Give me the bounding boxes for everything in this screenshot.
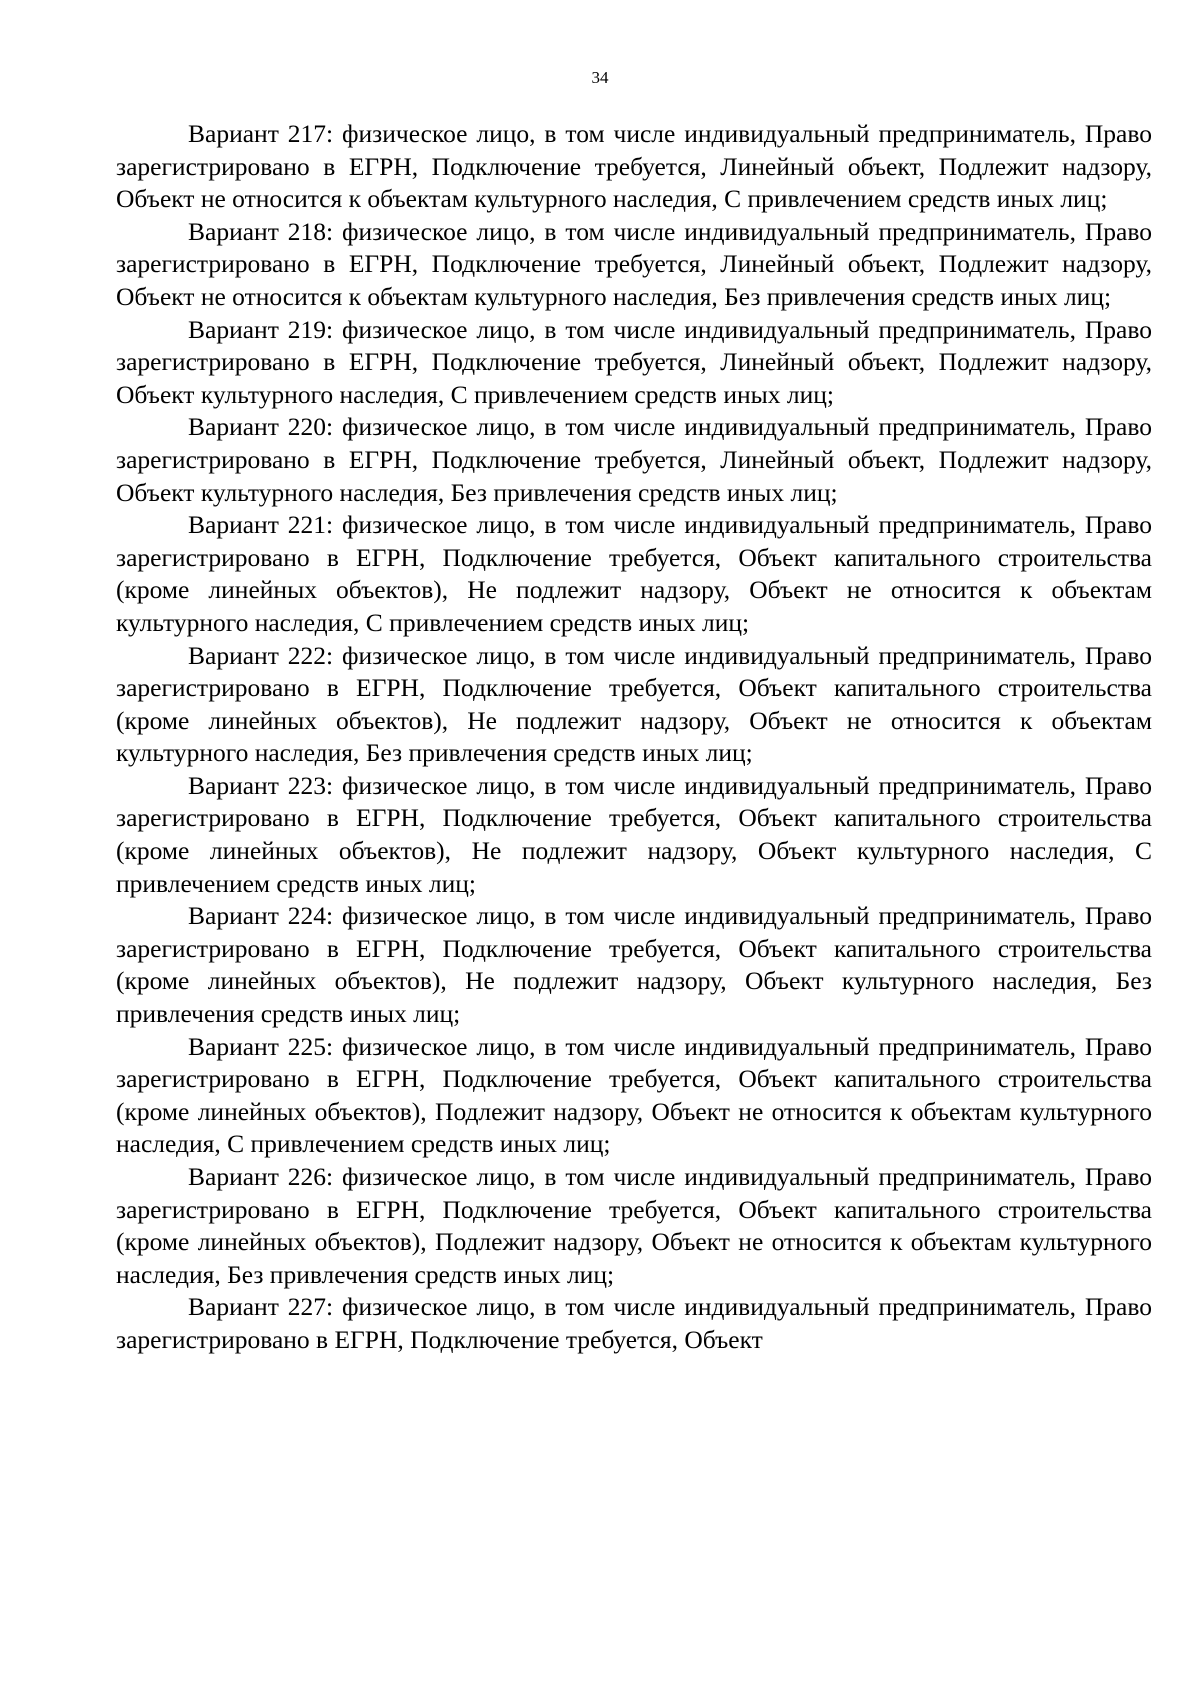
paragraph-variant-218: Вариант 218: физическое лицо, в том числе индивидуальный предприниматель, Право зарегистрировано в ЕГРН, Подключение требуется, Линейный объект, Подлежит надзору, Объект не относится к объектам культурного наследия, Без привлечения средств иных лиц; [116, 216, 1152, 311]
paragraph-variant-222: Вариант 222: физическое лицо, в том числе индивидуальный предприниматель, Право зарегистрировано в ЕГРН, Подключение требуется, Объект капитального строительства (кроме линейных объектов), Не подлежит надзору, Объект не относится к объектам культурного наследия, Без привлечения средств иных лиц; [116, 640, 1152, 768]
paragraph-variant-221: Вариант 221: физическое лицо, в том числе индивидуальный предприниматель, Право зарегистрировано в ЕГРН, Подключение требуется, Объект капитального строительства (кроме линейных объектов), Не подлежит надзору, Объект не относится к объектам культурного наследия, С привлечением средств иных лиц; [116, 510, 1152, 637]
paragraph-variant-220: Вариант 220: физическое лицо, в том числе индивидуальный предприниматель, Право зарегистрировано в ЕГРН, Подключение требуется, Линейный объект, Подлежит надзору, Объект культурного наследия, Без привлечения средств иных лиц; [116, 412, 1152, 507]
page-number: 34 [591, 68, 609, 87]
paragraph-variant-227: Вариант 227: физическое лицо, в том числе индивидуальный предприниматель, Право зарегистрировано в ЕГРН, Подключение требуется, Объект [116, 1292, 1152, 1354]
paragraph-variant-217: Вариант 217: физическое лицо, в том числе индивидуальный предприниматель, Право зарегистрировано в ЕГРН, Подключение требуется, Линейный объект, Подлежит надзору, Объект не относится к объектам культурного наследия, С привлечением средств иных лиц; [116, 119, 1152, 214]
paragraph-variant-225: Вариант 225: физическое лицо, в том числе индивидуальный предприниматель, Право зарегистрировано в ЕГРН, Подключение требуется, Объект капитального строительства (кроме линейных объектов), Подлежит надзору, Объект не относится к объектам культурного наследия, С привлечением средств иных лиц; [116, 1031, 1152, 1159]
paragraph-variant-226: Вариант 226: физическое лицо, в том числе индивидуальный предприниматель, Право зарегистрировано в ЕГРН, Подключение требуется, Объект капитального строительства (кроме линейных объектов), Подлежит надзору, Объект не относится к объектам культурного наследия, Без привлечения средств иных лиц; [116, 1162, 1152, 1289]
paragraph-variant-223: Вариант 223: физическое лицо, в том числе индивидуальный предприниматель, Право зарегистрировано в ЕГРН, Подключение требуется, Объект капитального строительства (кроме линейных объектов), Не подлежит надзору, Объект культурного наследия, С привлечением средств иных лиц; [116, 770, 1152, 898]
paragraph-variant-224: Вариант 224: физическое лицо, в том числе индивидуальный предприниматель, Право зарегистрировано в ЕГРН, Подключение требуется, Объект капитального строительства (кроме линейных объектов), Не подлежит надзору, Объект культурного наследия, Без привлечения средств иных лиц; [116, 901, 1152, 1029]
paragraph-variant-219: Вариант 219: физическое лицо, в том числе индивидуальный предприниматель, Право зарегистрировано в ЕГРН, Подключение требуется, Линейный объект, Подлежит надзору, Объект культурного наследия, С привлечением средств иных лиц; [116, 314, 1152, 409]
document-body [116, 118, 1152, 1357]
